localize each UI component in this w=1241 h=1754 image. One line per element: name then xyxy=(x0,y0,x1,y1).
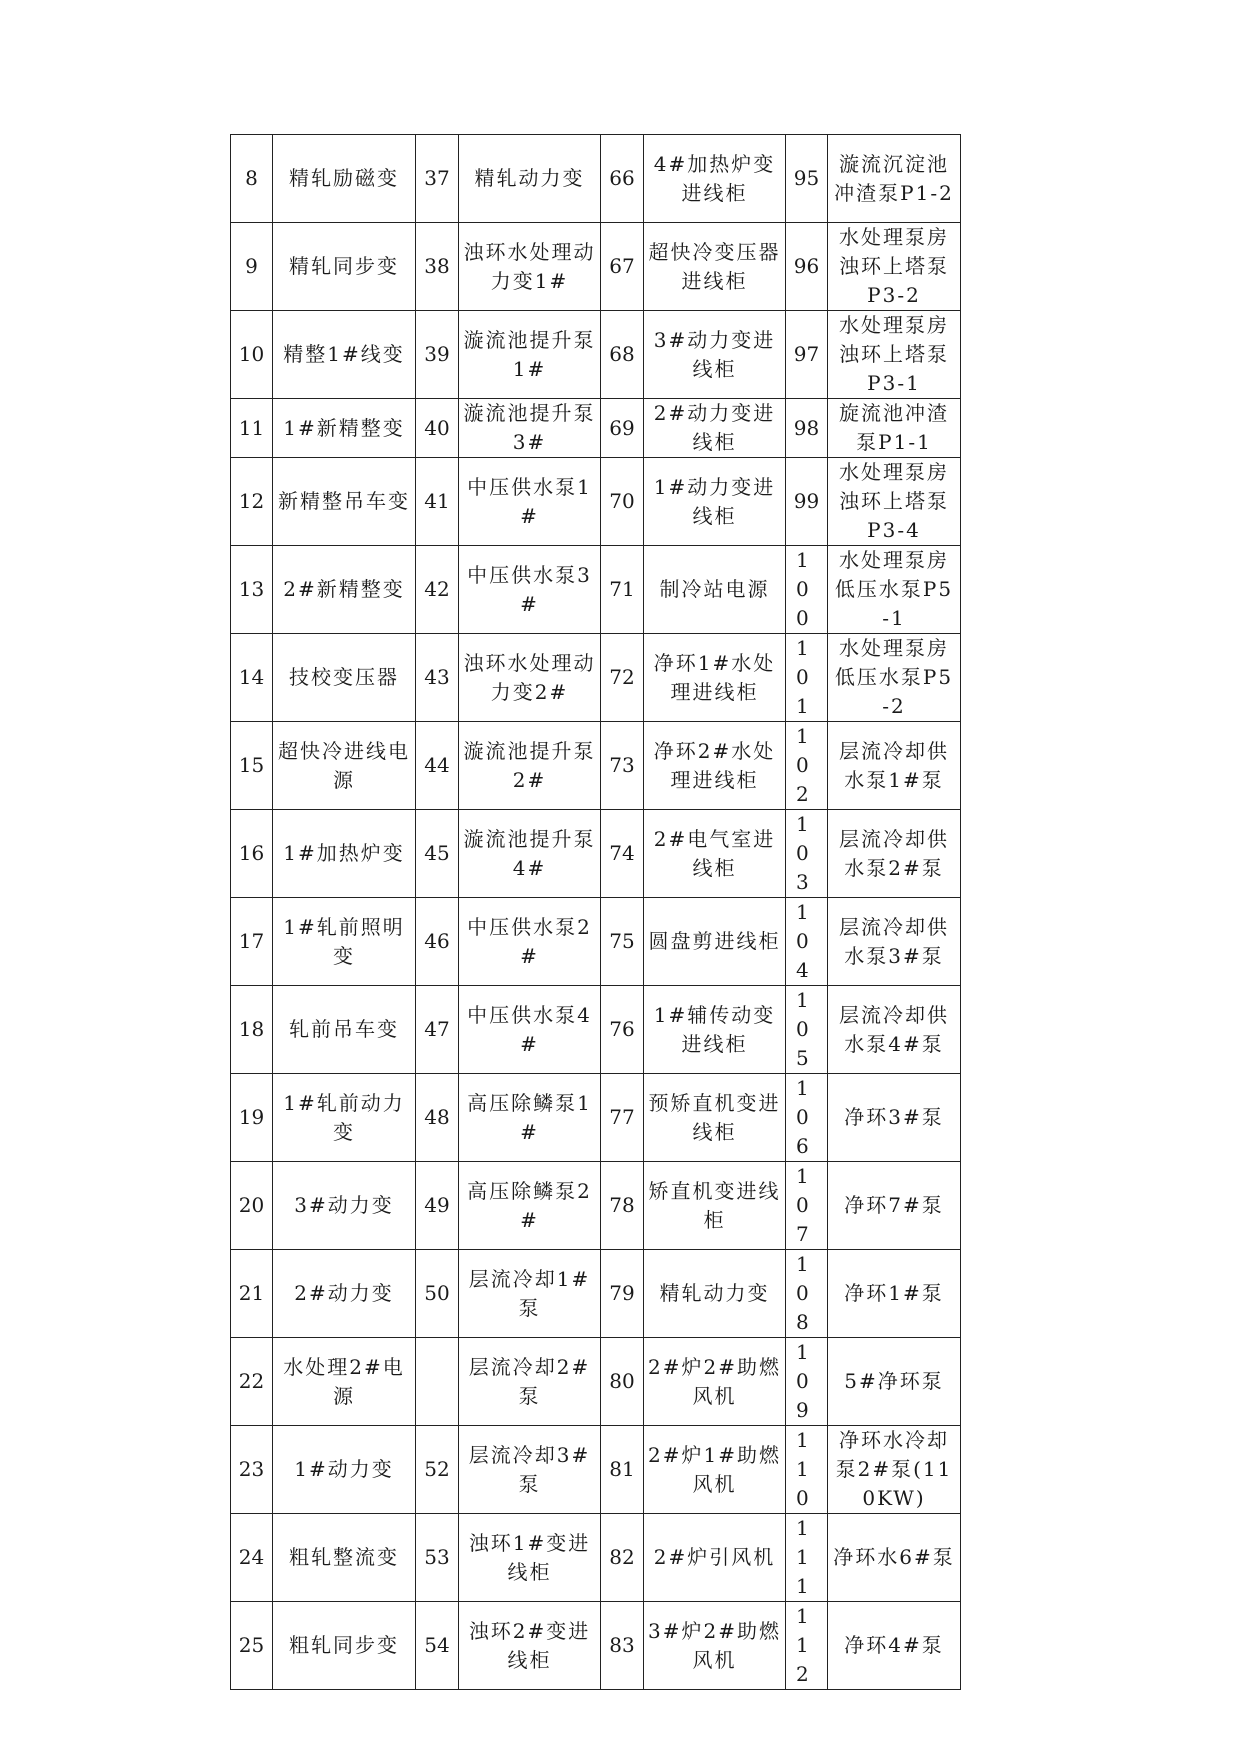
item-name-cell: 层流冷却2#泵 xyxy=(459,1338,601,1426)
item-number-cell: 46 xyxy=(416,898,459,986)
item-number-cell: 19 xyxy=(231,1074,273,1162)
item-name-cell: 粗轧同步变 xyxy=(273,1602,416,1690)
item-name-cell: 3#炉2#助燃风机 xyxy=(644,1602,786,1690)
item-name-cell: 新精整吊车变 xyxy=(273,458,416,546)
item-number-cell: 45 xyxy=(416,810,459,898)
item-number-cell: 49 xyxy=(416,1162,459,1250)
item-number-cell: 15 xyxy=(231,722,273,810)
item-number-cell: 98 xyxy=(786,399,828,458)
table-body xyxy=(231,135,961,1690)
item-name-cell: 净环水冷却泵2#泵(110KW) xyxy=(828,1426,961,1514)
item-name-cell: 浊环水处理动力变2# xyxy=(459,634,601,722)
item-name-cell: 圆盘剪进线柜 xyxy=(644,898,786,986)
item-name-cell: 轧前吊车变 xyxy=(273,986,416,1074)
item-name-cell: 2#动力变 xyxy=(273,1250,416,1338)
item-name-cell: 净环1#泵 xyxy=(828,1250,961,1338)
item-name-cell: 层流冷却供水泵3#泵 xyxy=(828,898,961,986)
item-number-cell: 103 xyxy=(786,810,828,898)
item-name-cell: 净环水6#泵 xyxy=(828,1514,961,1602)
table-row xyxy=(231,634,961,722)
item-number-cell: 105 xyxy=(786,986,828,1074)
item-number-cell: 102 xyxy=(786,722,828,810)
item-name-cell: 1#轧前动力变 xyxy=(273,1074,416,1162)
item-number-cell: 81 xyxy=(601,1426,644,1514)
item-name-cell: 预矫直机变进线柜 xyxy=(644,1074,786,1162)
item-name-cell: 1#动力变进线柜 xyxy=(644,458,786,546)
item-number-cell: 10 xyxy=(231,311,273,399)
item-name-cell: 超快冷变压器进线柜 xyxy=(644,223,786,311)
item-number-cell: 108 xyxy=(786,1250,828,1338)
item-name-cell: 旋流池冲渣泵P1-1 xyxy=(828,399,961,458)
item-name-cell: 水处理泵房低压水泵P5-2 xyxy=(828,634,961,722)
item-name-cell: 5#净环泵 xyxy=(828,1338,961,1426)
item-name-cell: 2#炉1#助燃风机 xyxy=(644,1426,786,1514)
table-row xyxy=(231,898,961,986)
table-row xyxy=(231,546,961,634)
item-number-cell: 106 xyxy=(786,1074,828,1162)
item-number-cell: 69 xyxy=(601,399,644,458)
item-number-cell: 73 xyxy=(601,722,644,810)
item-number-cell: 23 xyxy=(231,1426,273,1514)
item-name-cell: 层流冷却供水泵1#泵 xyxy=(828,722,961,810)
table-row xyxy=(231,135,961,223)
item-name-cell: 中压供水泵2# xyxy=(459,898,601,986)
item-number-cell: 8 xyxy=(231,135,273,223)
item-number-cell: 12 xyxy=(231,458,273,546)
item-name-cell: 1#加热炉变 xyxy=(273,810,416,898)
item-name-cell: 水处理泵房低压水泵P5-1 xyxy=(828,546,961,634)
item-name-cell: 中压供水泵1# xyxy=(459,458,601,546)
item-name-cell: 净环2#水处理进线柜 xyxy=(644,722,786,810)
item-name-cell: 漩流沉淀池冲渣泵P1-2 xyxy=(828,135,961,223)
item-number-cell: 25 xyxy=(231,1602,273,1690)
item-name-cell: 技校变压器 xyxy=(273,634,416,722)
item-number-cell: 101 xyxy=(786,634,828,722)
item-name-cell: 净环7#泵 xyxy=(828,1162,961,1250)
item-name-cell: 高压除鳞泵2# xyxy=(459,1162,601,1250)
item-number-cell: 39 xyxy=(416,311,459,399)
table-row xyxy=(231,1162,961,1250)
item-number-cell: 50 xyxy=(416,1250,459,1338)
item-name-cell: 1#动力变 xyxy=(273,1426,416,1514)
item-name-cell: 3#动力变进线柜 xyxy=(644,311,786,399)
item-number-cell: 70 xyxy=(601,458,644,546)
item-name-cell: 水处理泵房浊环上塔泵P3-4 xyxy=(828,458,961,546)
item-number-cell: 66 xyxy=(601,135,644,223)
item-number-cell: 95 xyxy=(786,135,828,223)
table-row xyxy=(231,223,961,311)
item-name-cell: 精轧励磁变 xyxy=(273,135,416,223)
item-name-cell: 1#辅传动变进线柜 xyxy=(644,986,786,1074)
item-number-cell: 68 xyxy=(601,311,644,399)
item-name-cell: 精轧动力变 xyxy=(459,135,601,223)
item-name-cell: 粗轧整流变 xyxy=(273,1514,416,1602)
item-name-cell: 漩流池提升泵1# xyxy=(459,311,601,399)
item-number-cell: 71 xyxy=(601,546,644,634)
item-name-cell: 净环4#泵 xyxy=(828,1602,961,1690)
item-number-cell: 97 xyxy=(786,311,828,399)
item-number-cell: 112 xyxy=(786,1602,828,1690)
item-name-cell: 漩流池提升泵3# xyxy=(459,399,601,458)
item-name-cell: 制冷站电源 xyxy=(644,546,786,634)
item-number-cell: 53 xyxy=(416,1514,459,1602)
item-number-cell: 17 xyxy=(231,898,273,986)
item-name-cell: 超快冷进线电源 xyxy=(273,722,416,810)
item-number-cell: 20 xyxy=(231,1162,273,1250)
table-row xyxy=(231,399,961,458)
item-name-cell: 精轧同步变 xyxy=(273,223,416,311)
item-number-cell: 21 xyxy=(231,1250,273,1338)
item-name-cell: 层流冷却供水泵4#泵 xyxy=(828,986,961,1074)
item-number-cell: 82 xyxy=(601,1514,644,1602)
item-name-cell: 矫直机变进线柜 xyxy=(644,1162,786,1250)
item-number-cell: 78 xyxy=(601,1162,644,1250)
item-number-cell: 14 xyxy=(231,634,273,722)
item-name-cell: 4#加热炉变进线柜 xyxy=(644,135,786,223)
item-number-cell: 47 xyxy=(416,986,459,1074)
item-number-cell: 24 xyxy=(231,1514,273,1602)
item-number-cell: 96 xyxy=(786,223,828,311)
item-name-cell: 层流冷却3#泵 xyxy=(459,1426,601,1514)
item-number-cell: 22 xyxy=(231,1338,273,1426)
item-name-cell: 水处理泵房浊环上塔泵P3-1 xyxy=(828,311,961,399)
table-row xyxy=(231,722,961,810)
item-number-cell: 48 xyxy=(416,1074,459,1162)
item-number-cell: 107 xyxy=(786,1162,828,1250)
item-name-cell: 浊环1#变进线柜 xyxy=(459,1514,601,1602)
item-name-cell: 水处理泵房浊环上塔泵P3-2 xyxy=(828,223,961,311)
item-name-cell: 精轧动力变 xyxy=(644,1250,786,1338)
item-number-cell: 37 xyxy=(416,135,459,223)
item-number-cell: 83 xyxy=(601,1602,644,1690)
item-number-cell: 52 xyxy=(416,1426,459,1514)
table-row xyxy=(231,311,961,399)
item-name-cell: 1#新精整变 xyxy=(273,399,416,458)
item-name-cell: 高压除鳞泵1# xyxy=(459,1074,601,1162)
item-name-cell: 层流冷却1#泵 xyxy=(459,1250,601,1338)
item-number-cell: 16 xyxy=(231,810,273,898)
table-row xyxy=(231,810,961,898)
item-number-cell: 44 xyxy=(416,722,459,810)
table-row xyxy=(231,1602,961,1690)
item-name-cell: 2#动力变进线柜 xyxy=(644,399,786,458)
table-row xyxy=(231,1250,961,1338)
item-number-cell: 67 xyxy=(601,223,644,311)
item-name-cell: 中压供水泵3# xyxy=(459,546,601,634)
item-number-cell: 18 xyxy=(231,986,273,1074)
item-number-cell: 80 xyxy=(601,1338,644,1426)
item-number-cell: 38 xyxy=(416,223,459,311)
item-name-cell: 水处理2#电源 xyxy=(273,1338,416,1426)
item-number-cell: 104 xyxy=(786,898,828,986)
item-number-cell: 77 xyxy=(601,1074,644,1162)
item-name-cell: 净环1#水处理进线柜 xyxy=(644,634,786,722)
item-number-cell: 109 xyxy=(786,1338,828,1426)
item-number-cell: 75 xyxy=(601,898,644,986)
item-name-cell: 3#动力变 xyxy=(273,1162,416,1250)
item-number-cell: 76 xyxy=(601,986,644,1074)
item-number-cell: 9 xyxy=(231,223,273,311)
item-name-cell: 浊环水处理动力变1# xyxy=(459,223,601,311)
item-number-cell: 100 xyxy=(786,546,828,634)
item-number-cell: 11 xyxy=(231,399,273,458)
item-name-cell: 精整1#线变 xyxy=(273,311,416,399)
item-name-cell: 1#轧前照明变 xyxy=(273,898,416,986)
item-name-cell: 2#新精整变 xyxy=(273,546,416,634)
item-number-cell: 41 xyxy=(416,458,459,546)
item-name-cell: 中压供水泵4# xyxy=(459,986,601,1074)
item-name-cell: 浊环2#变进线柜 xyxy=(459,1602,601,1690)
item-number-cell: 74 xyxy=(601,810,644,898)
item-name-cell: 2#电气室进线柜 xyxy=(644,810,786,898)
item-name-cell: 层流冷却供水泵2#泵 xyxy=(828,810,961,898)
table-row xyxy=(231,458,961,546)
item-name-cell: 2#炉2#助燃风机 xyxy=(644,1338,786,1426)
item-number-cell: 99 xyxy=(786,458,828,546)
item-number-cell: 79 xyxy=(601,1250,644,1338)
item-number-cell xyxy=(416,1338,459,1426)
item-number-cell: 72 xyxy=(601,634,644,722)
table-row xyxy=(231,1514,961,1602)
item-number-cell: 111 xyxy=(786,1514,828,1602)
item-number-cell: 43 xyxy=(416,634,459,722)
table-row xyxy=(231,1338,961,1426)
item-name-cell: 漩流池提升泵2# xyxy=(459,722,601,810)
table-row xyxy=(231,1426,961,1514)
equipment-table xyxy=(230,134,961,1690)
item-name-cell: 漩流池提升泵4# xyxy=(459,810,601,898)
item-number-cell: 40 xyxy=(416,399,459,458)
item-number-cell: 54 xyxy=(416,1602,459,1690)
item-name-cell: 2#炉引风机 xyxy=(644,1514,786,1602)
table-row xyxy=(231,1074,961,1162)
item-number-cell: 42 xyxy=(416,546,459,634)
item-name-cell: 净环3#泵 xyxy=(828,1074,961,1162)
item-number-cell: 110 xyxy=(786,1426,828,1514)
table-row xyxy=(231,986,961,1074)
item-number-cell: 13 xyxy=(231,546,273,634)
